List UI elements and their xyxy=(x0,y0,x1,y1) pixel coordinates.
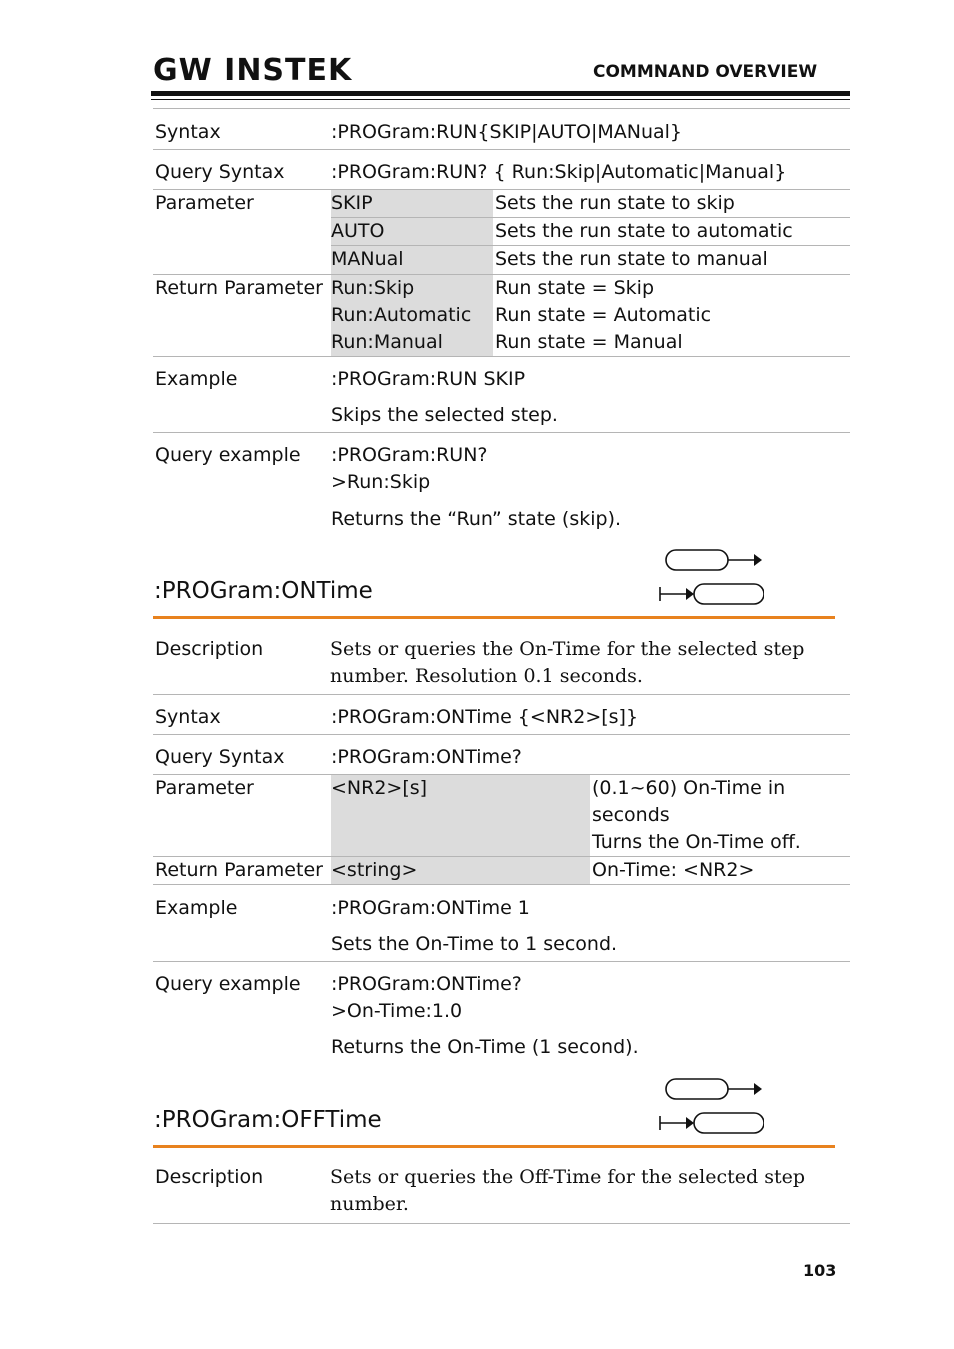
query-example-description: Returns the “Run” state (skip). xyxy=(331,508,622,530)
header-rule-thin xyxy=(151,99,850,100)
page-header-title: COMMNAND OVERVIEW xyxy=(593,62,818,82)
parameter-name: MANual xyxy=(331,248,404,270)
parameter-name: <NR2>[s] xyxy=(331,777,428,799)
syntax-label: Syntax xyxy=(155,121,221,143)
description-label: Description xyxy=(155,1166,264,1188)
divider xyxy=(153,108,850,109)
divider xyxy=(153,274,850,275)
divider xyxy=(153,734,850,735)
section-title-offtime: :PROGram:OFFTime xyxy=(154,1107,382,1133)
example-command: :PROGram:ONTime 1 xyxy=(331,897,530,919)
query-example-command: :PROGram:ONTime? xyxy=(331,973,522,995)
parameter-desc: seconds xyxy=(592,804,670,826)
parameter-name: AUTO xyxy=(331,220,385,242)
divider xyxy=(153,189,850,190)
query-example-label: Query example xyxy=(155,444,301,466)
return-desc: Run state = Manual xyxy=(495,331,683,353)
description-line: Sets or queries the On-Time for the selected step xyxy=(330,638,805,660)
parameter-label: Parameter xyxy=(155,192,254,214)
query-syntax-value: :PROGram:ONTime? xyxy=(331,746,522,768)
example-label: Example xyxy=(155,368,238,390)
example-description: Sets the On-Time to 1 second. xyxy=(331,933,618,955)
query-example-label: Query example xyxy=(155,973,301,995)
query-example-response: >Run:Skip xyxy=(331,471,431,493)
query-syntax-label: Query Syntax xyxy=(155,746,285,768)
divider xyxy=(153,694,850,695)
divider xyxy=(153,884,850,885)
section-title-ontime: :PROGram:ONTime xyxy=(154,578,373,604)
divider xyxy=(331,245,850,246)
return-name: Run:Manual xyxy=(331,331,443,353)
parameter-desc: Sets the run state to automatic xyxy=(495,220,793,242)
divider xyxy=(153,961,850,962)
brand-logo: GW INSTEK xyxy=(153,53,353,88)
return-parameter-label: Return Parameter xyxy=(155,277,323,299)
divider xyxy=(153,1223,850,1224)
parameter-name: SKIP xyxy=(331,192,373,214)
parameter-desc: Turns the On-Time off. xyxy=(592,831,801,853)
query-example-command: :PROGram:RUN? xyxy=(331,444,488,466)
syntax-value: :PROGram:ONTime {<NR2>[s]} xyxy=(331,706,639,728)
return-desc: Run state = Automatic xyxy=(495,304,712,326)
divider xyxy=(331,217,850,218)
parameter-label: Parameter xyxy=(155,777,254,799)
return-desc: On-Time: <NR2> xyxy=(592,859,755,881)
description-line: number. xyxy=(330,1193,409,1215)
example-label: Example xyxy=(155,897,238,919)
description-line: number. Resolution 0.1 seconds. xyxy=(330,665,643,687)
return-name: Run:Automatic xyxy=(331,304,472,326)
divider xyxy=(153,356,850,357)
return-parameter-label: Return Parameter xyxy=(155,859,323,881)
section-rule xyxy=(153,1145,835,1148)
example-description: Skips the selected step. xyxy=(331,404,558,426)
divider xyxy=(153,149,850,150)
description-label: Description xyxy=(155,638,264,660)
set-query-icon xyxy=(658,549,764,607)
page-number: 103 xyxy=(803,1261,837,1280)
parameter-desc: (0.1~60) On-Time in xyxy=(592,777,786,799)
section-rule xyxy=(153,616,835,619)
query-syntax-label: Query Syntax xyxy=(155,161,285,183)
query-example-response: >On-Time:1.0 xyxy=(331,1000,463,1022)
header-rule-thick xyxy=(151,91,850,96)
set-query-icon xyxy=(658,1078,764,1136)
return-name: <string> xyxy=(331,859,418,881)
parameter-desc: Sets the run state to manual xyxy=(495,248,768,270)
syntax-value: :PROGram:RUN{SKIP|AUTO|MANual} xyxy=(331,121,683,143)
parameter-desc: Sets the run state to skip xyxy=(495,192,735,214)
return-name: Run:Skip xyxy=(331,277,415,299)
divider xyxy=(153,432,850,433)
query-example-description: Returns the On-Time (1 second). xyxy=(331,1036,639,1058)
example-command: :PROGram:RUN SKIP xyxy=(331,368,526,390)
return-desc: Run state = Skip xyxy=(495,277,655,299)
description-line: Sets or queries the Off-Time for the selected step xyxy=(330,1166,806,1188)
syntax-label: Syntax xyxy=(155,706,221,728)
query-syntax-value: :PROGram:RUN? { Run:Skip|Automatic|Manual} xyxy=(331,161,787,183)
